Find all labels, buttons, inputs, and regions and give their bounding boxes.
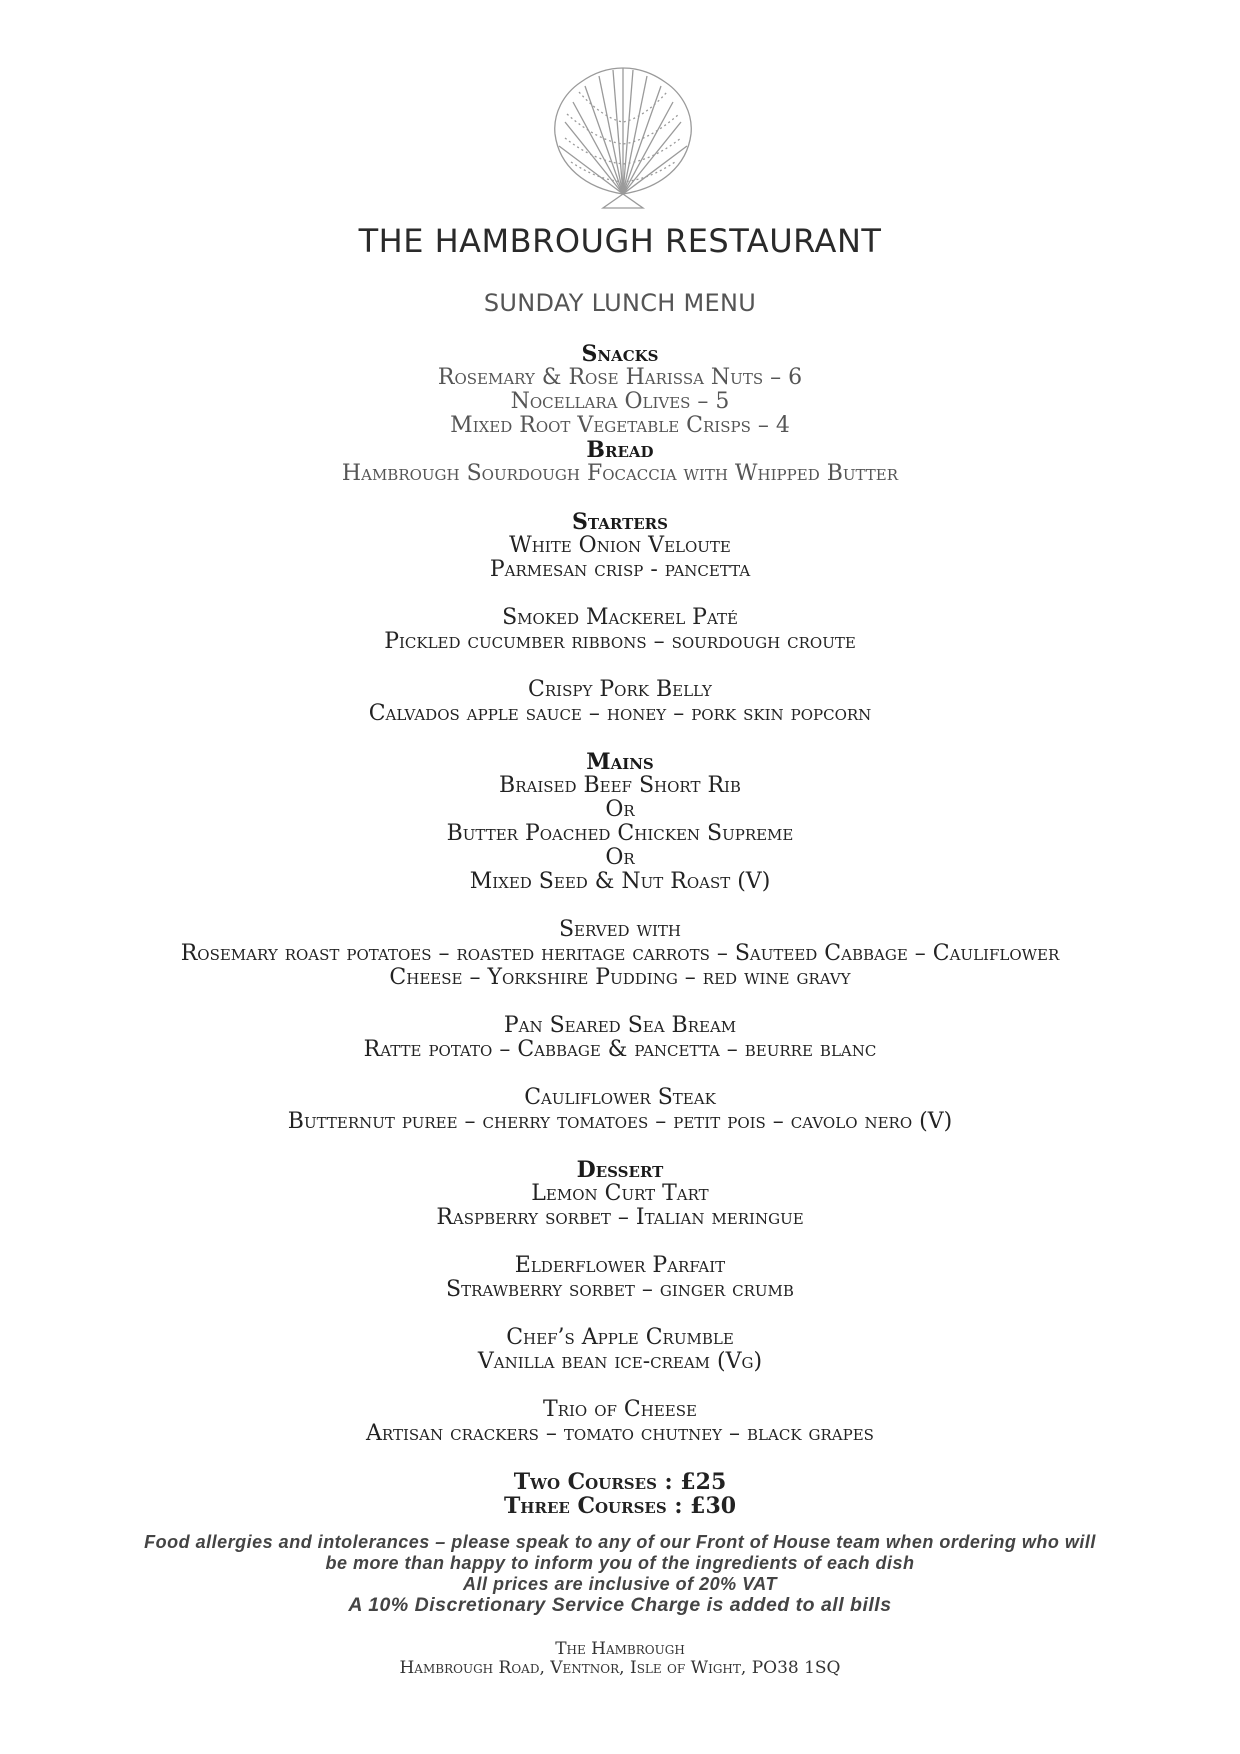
dish-description: Ratte potato – Cabbage & pancetta – beurre blanc [363,1037,877,1062]
dish-name: Butter Poached Chicken Supreme [446,821,794,846]
dish-name: Cauliflower Steak [524,1085,716,1110]
dish-name: White Onion Veloute [509,533,731,558]
dish-name: Crispy Pork Belly [528,677,712,702]
dish-name: Chef’s Apple Crumble [506,1325,734,1350]
served-with-heading: Served with [558,917,681,942]
allergy-notice-line: be more than happy to inform you of the ingredients of each dish [325,1553,915,1573]
snack-item: Rosemary & Rose Harissa Nuts – 6 [437,365,803,390]
dish-name: Smoked Mackerel Paté [502,605,738,630]
restaurant-name: THE HAMBROUGH RESTAURANT [358,222,882,260]
dish-description: Calvados apple sauce – honey – pork skin popcorn [368,701,872,726]
menu-title: SUNDAY LUNCH MENU [483,289,757,317]
dish-description: Strawberry sorbet – ginger crumb [446,1277,794,1302]
or-divider: Or [605,845,635,870]
or-divider: Or [605,797,635,822]
bread-item: Hambrough Sourdough Focaccia with Whipped Butter [341,461,899,486]
dish-description: Artisan crackers – tomato chutney – black grapes [366,1421,874,1446]
dish-name: Braised Beef Short Rib [499,773,741,798]
section-heading: Snacks [581,341,659,367]
pricing-section [0,1470,1240,1518]
section-heading: Starters [572,509,668,535]
scallop-shell-icon [545,62,701,212]
section-heading: Dessert [576,1157,664,1183]
section-heading: Bread [586,437,654,463]
snack-item: Mixed Root Vegetable Crisps – 4 [450,413,790,438]
snacks-section [0,342,1240,486]
price-two-courses: Two Courses : £25 [513,1469,727,1495]
dish-name: Lemon Curt Tart [531,1181,709,1206]
dessert-section [0,1158,1240,1446]
vat-notice: All prices are inclusive of 20% VAT [463,1574,777,1594]
dish-name: Trio of Cheese [543,1397,697,1422]
dish-description: Parmesan crisp - pancetta [489,557,751,582]
dish-name: Elderflower Parfait [514,1253,726,1278]
served-with-line: Cheese – Yorkshire Pudding – red wine gravy [389,965,851,990]
mains-section [0,750,1240,1134]
dish-description: Vanilla bean ice-cream (Vg) [477,1349,763,1374]
footer [0,1640,1240,1678]
dish-name: Mixed Seed & Nut Roast (V) [469,869,771,894]
dish-name: Pan Seared Sea Bream [503,1013,737,1038]
served-with-line: Rosemary roast potatoes – roasted heritage carrots – Sauteed Cabbage – Cauliflower [180,941,1060,966]
snack-item: Nocellara Olives – 5 [510,389,730,414]
dish-description: Pickled cucumber ribbons – sourdough croute [384,629,856,654]
dish-description: Raspberry sorbet – Italian meringue [436,1205,804,1230]
allergy-notice-line: Food allergies and intolerances – please speak to any of our Front of House team when ordering who will [144,1532,1096,1552]
section-heading: Mains [586,749,654,775]
price-three-courses: Three Courses : £30 [503,1493,737,1519]
service-charge-notice: A 10% Discretionary Service Charge is added to all bills [348,1594,892,1616]
dish-description: Butternut puree – cherry tomatoes – petit pois – cavolo nero (V) [287,1109,953,1134]
footer-address: Hambrough Road, Ventnor, Isle of Wight, PO38 1SQ [399,1658,841,1678]
menu-body [0,342,1240,1518]
starters-section [0,510,1240,726]
footer-name: The Hambrough [555,1639,685,1659]
allergy-notes [0,1532,1240,1616]
